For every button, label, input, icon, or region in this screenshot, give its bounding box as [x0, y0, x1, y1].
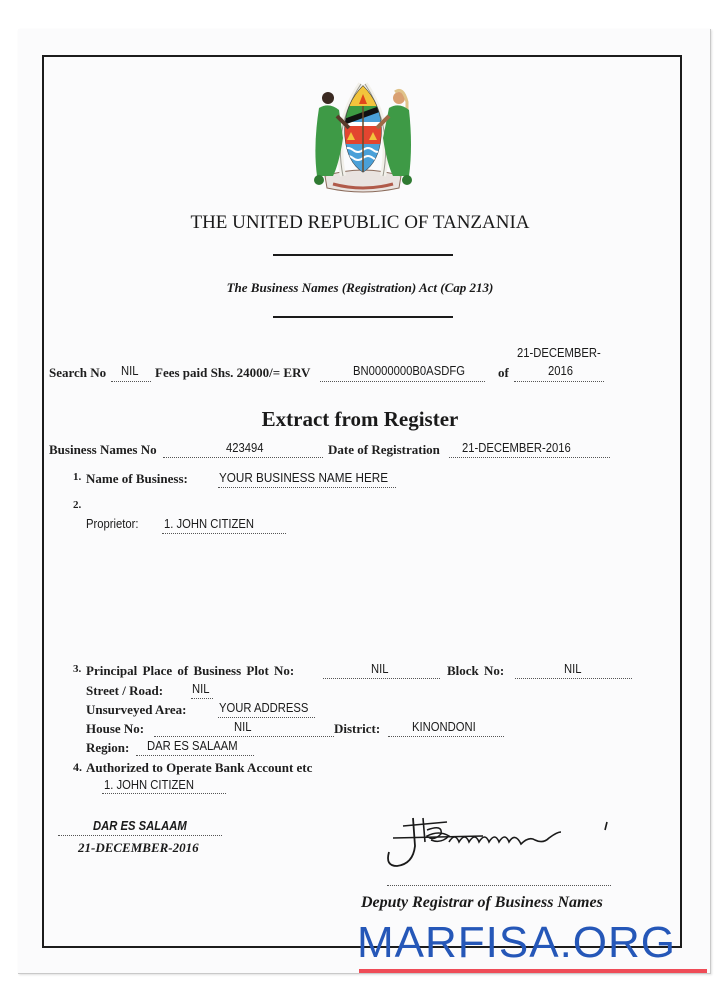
- business-names-no-underline: [163, 457, 323, 458]
- watermark-logo: MARFISA.ORG: [357, 918, 677, 967]
- page-title: Extract from Register: [261, 407, 459, 431]
- signature-icon: [383, 812, 613, 872]
- issue-place: DAR ES SALAAM: [93, 819, 187, 833]
- fees-paid-label: Fees paid Shs. 24000/= ERV: [155, 365, 311, 380]
- street-road-label: Street / Road:: [86, 683, 164, 698]
- search-no-underline: [111, 381, 151, 382]
- block-no-value: NIL: [564, 662, 582, 676]
- house-no-label: House No:: [86, 721, 145, 736]
- act-title: The Business Names (Registration) Act (Cap 213): [226, 280, 494, 295]
- date-of-registration-value: 21-DECEMBER-2016: [462, 441, 571, 455]
- watermark-underline: [359, 969, 707, 973]
- district-value: KINONDONI: [412, 720, 476, 734]
- region-underline: [136, 755, 254, 756]
- plot-no-underline: [323, 678, 440, 679]
- name-of-business-underline: [218, 487, 396, 488]
- unsurveyed-area-label: Unsurveyed Area:: [86, 702, 187, 717]
- name-of-business-label: Name of Business:: [86, 471, 188, 486]
- house-no-underline: [154, 736, 334, 737]
- proprietor-label: Proprietor:: [86, 517, 139, 531]
- issue-date: 21-DECEMBER-2016: [78, 840, 199, 855]
- item-2-number: 2.: [73, 499, 82, 511]
- signature-line: [387, 885, 611, 886]
- item-4-number: 4.: [73, 760, 82, 774]
- region-value: DAR ES SALAAM: [147, 739, 238, 753]
- search-date-line2: 2016: [548, 364, 574, 378]
- bank-account-value: 1. JOHN CITIZEN: [104, 778, 195, 792]
- bank-account-underline: [102, 793, 226, 794]
- divider: [273, 316, 453, 318]
- street-road-underline: [191, 698, 213, 699]
- signatory-title: Deputy Registrar of Business Names: [361, 894, 603, 911]
- search-date-underline: [514, 381, 604, 382]
- issue-place-underline: [58, 835, 222, 836]
- proprietor-underline: [162, 533, 286, 534]
- unsurveyed-area-value: YOUR ADDRESS: [219, 701, 309, 715]
- district-underline: [388, 736, 504, 737]
- plot-no-value: NIL: [371, 662, 389, 676]
- bank-account-label: Authorized to Operate Bank Account etc: [86, 760, 313, 775]
- proprietor-value: 1. JOHN CITIZEN: [164, 517, 255, 531]
- business-names-no-value: 423494: [226, 441, 264, 455]
- block-no-underline: [515, 678, 632, 679]
- item-3-number: 3.: [73, 663, 82, 675]
- of-label: of: [498, 365, 509, 380]
- erv-underline: [320, 381, 485, 382]
- block-no-label: Block No:: [447, 663, 505, 678]
- date-of-registration-label: Date of Registration: [328, 442, 440, 457]
- name-of-business-value: YOUR BUSINESS NAME HERE: [219, 470, 389, 485]
- divider: [273, 254, 453, 256]
- country-title: THE UNITED REPUBLIC OF TANZANIA: [190, 212, 530, 233]
- erv-value: BN0000000B0ASDFG: [353, 364, 465, 378]
- search-date-line1: 21-DECEMBER-: [517, 346, 601, 360]
- street-road-value: NIL: [192, 682, 210, 696]
- district-label: District:: [334, 721, 381, 736]
- unsurveyed-area-underline: [218, 717, 315, 718]
- search-no-label: Search No: [49, 365, 107, 380]
- item-1-number: 1.: [73, 471, 82, 483]
- principal-place-label: Principal Place of Business Plot No:: [86, 663, 295, 678]
- coat-of-arms-icon: [303, 76, 423, 194]
- house-no-value: NIL: [234, 720, 252, 734]
- date-of-registration-underline: [449, 457, 610, 458]
- region-label: Region:: [86, 740, 130, 755]
- business-names-no-label: Business Names No: [49, 442, 157, 457]
- search-no-value: NIL: [121, 364, 139, 378]
